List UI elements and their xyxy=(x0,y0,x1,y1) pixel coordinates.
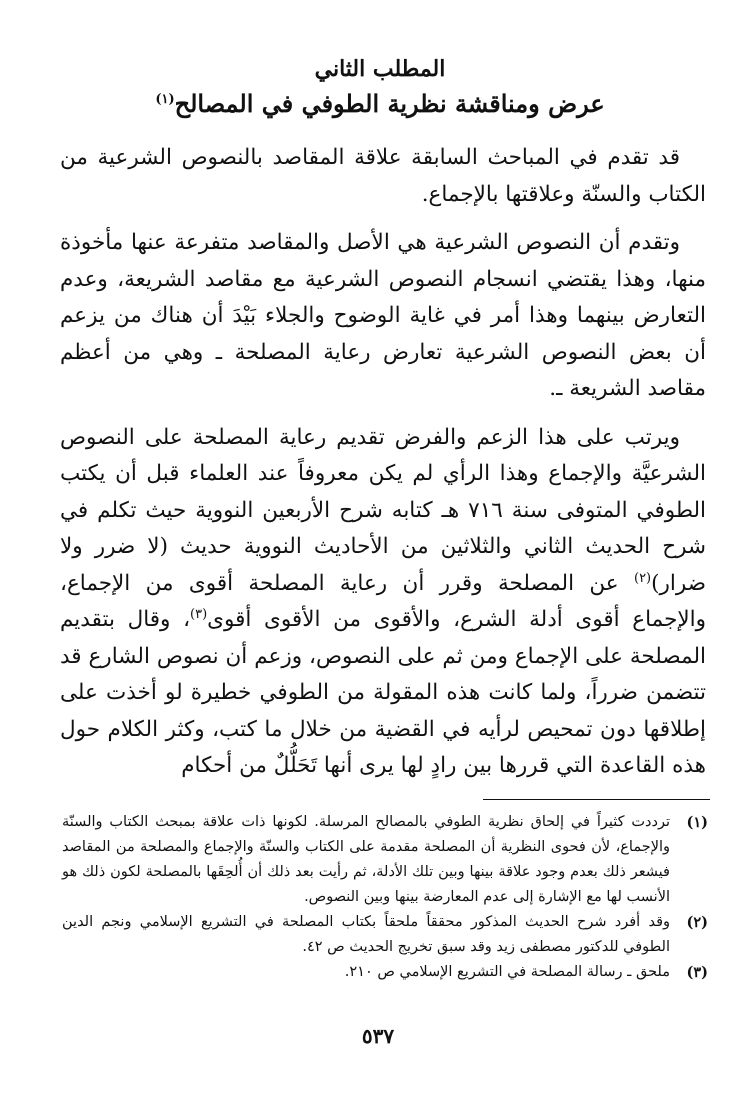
page-number: ٥٣٧ xyxy=(361,1024,395,1048)
section-title: المطلب الثاني xyxy=(314,56,446,82)
footnote-number: (٢) xyxy=(686,914,708,931)
footnote-marker-2: (٢) xyxy=(633,570,652,586)
footnote-divider xyxy=(483,799,710,800)
title-block xyxy=(60,52,700,122)
paragraph-1 xyxy=(60,140,706,213)
paragraph-3-text xyxy=(60,420,706,785)
footnotes xyxy=(62,810,708,985)
paragraph-2 xyxy=(60,225,706,408)
paragraph-3-part-c: ، وقال بتقديم المصلحة على الإجماع ومن ثم على النصوص، وزعم أن نصوص الشارع قد تتضمن ضرراً، ولما كانت هذه المقولة من الطوفي خطيرة لو أخذت على إطلاقها دون تمحيص لرأيه في القضية من خلال ما كتب، وكثر الكلام حول هذه القاعدة التي قررها بين رادٍ لها يرى أنها تَحَلُّلٌ من أحكام xyxy=(60,607,706,778)
paragraph-3-part-b: عن المصلحة وقرر أن رعاية المصلحة أقوى من الإجماع، والإجماع أقوى أدلة الشرع، والأقوى من الأقوى أقوى xyxy=(60,570,706,632)
footnote-1 xyxy=(62,810,708,910)
paragraph-3 xyxy=(60,420,706,785)
main-title xyxy=(60,86,700,122)
main-title-text: عرض ومناقشة نظرية الطوفي في المصالح xyxy=(174,89,605,118)
footnote-number: (٣) xyxy=(686,964,708,981)
footnote-marker-1: (١) xyxy=(155,92,175,107)
footnote-2 xyxy=(62,910,708,960)
paragraph-3-part-a: ويرتب على هذا الزعم والفرض تقديم رعاية المصلحة على النصوص الشرعيَّة والإجماع وهذا الرأي لم يكن معروفاً عند العلماء قبل أن يكتب الطوفي المتوفى سنة ٧١٦ هـ كتابه شرح الأربعين النووية حيث تكلم في شرح الحديث الثاني والثلاثين من الأحاديث النووية حديث (لا ضرر ولا ضرار) xyxy=(60,424,706,596)
paragraph-2-text: وتقدم أن النصوص الشرعية هي الأصل والمقاصد متفرعة عنها مأخوذة منها، وهذا يقتضي انسجام النصوص الشرعية مع مقاصد الشريعة، وعدم التعارض بينهما وهذا أمر في غاية الوضوح والجلاء بَيْدَ أن هناك من يزعم أن بعض النصوص الشرعية تعارض رعاية المصلحة ـ وهي من أعظم مقاصد الشريعة ـ. xyxy=(60,230,706,401)
paragraph-1-text: قد تقدم في المباحث السابقة علاقة المقاصد بالنصوص الشرعية من الكتاب والسنّة وعلاقتها بالإجماع. xyxy=(60,145,706,207)
footnote-marker-3: (٣) xyxy=(190,606,208,622)
footnote-text: ملحق ـ رسالة المصلحة في التشريع الإسلامي ص ٢١٠. xyxy=(344,964,670,980)
footnote-3 xyxy=(62,960,708,985)
body-text xyxy=(60,140,706,797)
footnote-text: وقد أفرد شرح الحديث المذكور محققاً ملحقاً بكتاب المصلحة في التشريع الإسلامي ونجم الدين الطوفي للدكتور مصطفى زيد وقد سبق تخريج الحديث ص ٤٢. xyxy=(62,914,670,955)
footnote-number: (١) xyxy=(686,814,708,831)
footnote-text: ترددت كثيراً في إلحاق نظرية الطوفي بالمصالح المرسلة. لكونها ذات علاقة بمبحث الكتاب والسنّة والإجماع، لأن فحوى النظرية أن المصلحة مقدمة على الكتاب والسنّة والإجماع والمصلحة من المقاصد فيشعر ذلك بعدم وجود علاقة بينها وبين تلك الأدلة، ثم رأيت بعد ذلك أن أُلحِقَها بالمصلحة لكون ذلك هو الأنسب لها مع الإشارة إلى عدم المعارضة بينها وبين النصوص. xyxy=(62,814,670,905)
